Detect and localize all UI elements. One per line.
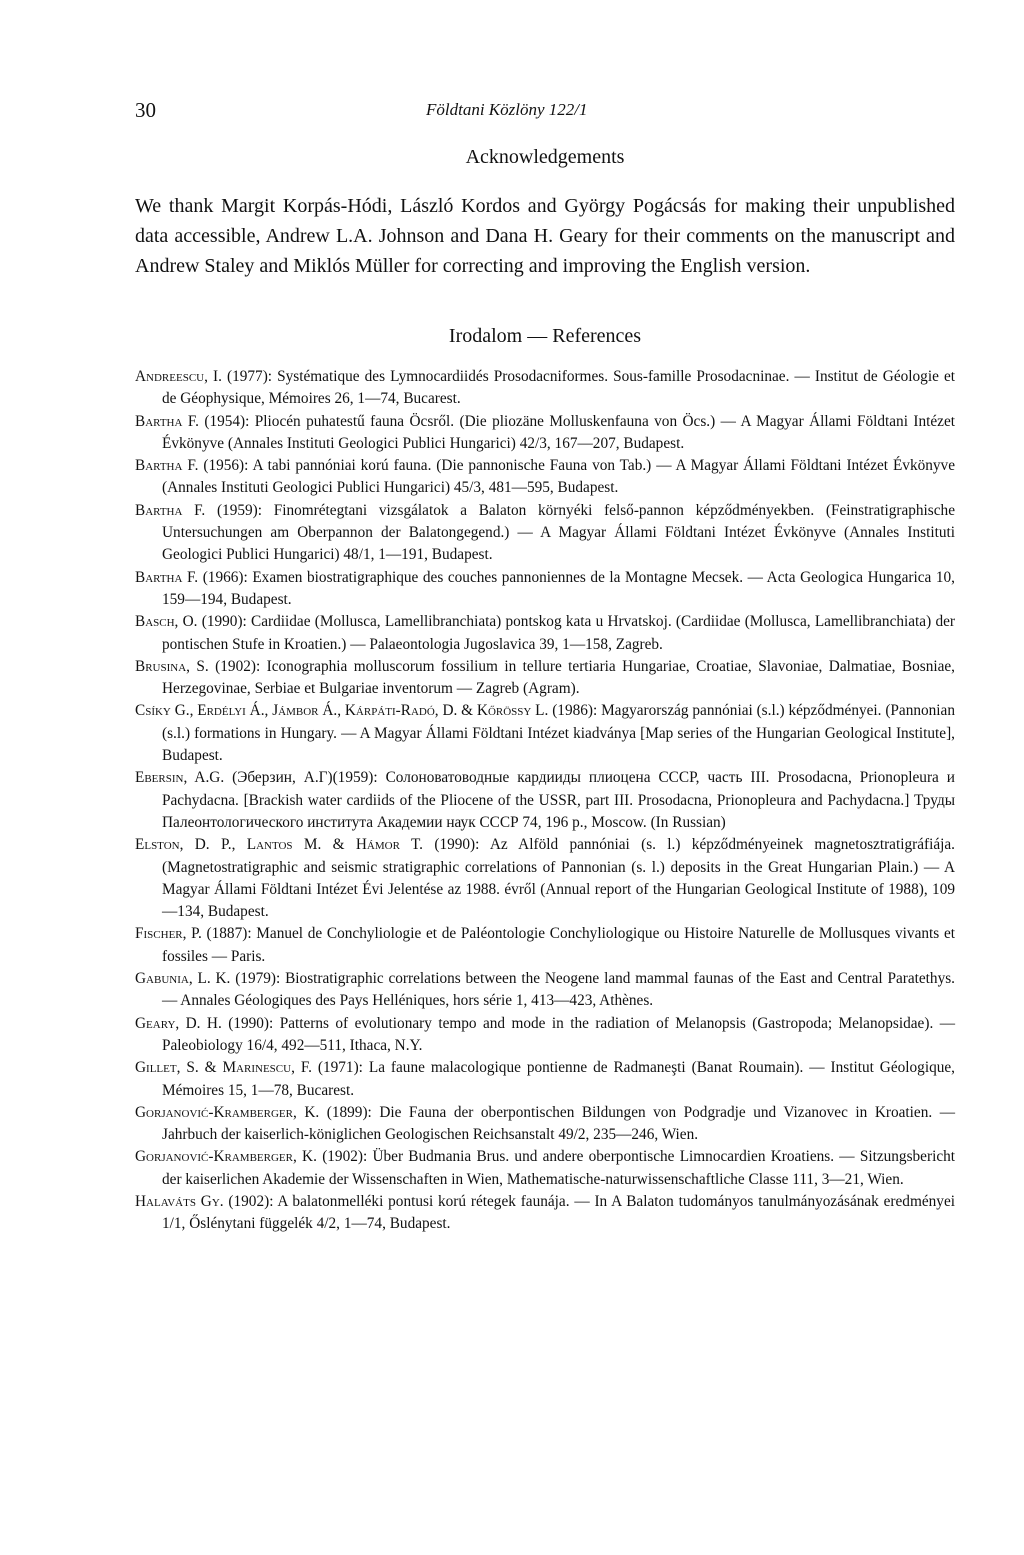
reference-item [135,455,955,500]
reference-author: Andreescu, I. [135,368,222,385]
references-heading: Irodalom — References [448,325,642,347]
reference-item [135,411,955,456]
page [135,98,955,1236]
journal-title: Földtani Közlöny 122/1 [426,100,588,119]
reference-text: (1986): Magyarország pannóniai (s.l.) képződményei. (Pannonian (s.l.) formations in Hungary. — A Magyar Állami Földtani Intézet kiadványa [Map series of the Hungarian Geological Institute], Budapest. [162,702,955,765]
reference-item [135,1057,955,1102]
reference-item [135,611,955,656]
reference-text: (1990): Cardiidae (Mollusca, Lamellibranchiata) pontskog kata u Hrvatskoj. (Cardiidae (Mollusca, Lamellibranchiata) der pontischen Stufe in Kroatien.) — Palaeontologia Jugoslavica 39, 1—158, Zagreb. [162,613,955,653]
reference-list [135,366,955,1236]
reference-item [135,834,955,923]
reference-author: Halaváts Gy. [135,1192,224,1210]
reference-text: (1959): Finomrétegtani vizsgálatok a Balaton környéki felső-pannon képződményekben. (Feinstratigraphische Untersuchungen am Oberpannon der Balatongegend.) — A Magyar Állami Földtani Intézet Évkönyve (Annales Instituti Geologici Publici Hungarici) 48/1, 1—191, Budapest. [162,501,955,564]
reference-author: Gorjanović-Kramberger, K. [135,1148,317,1166]
reference-item [135,923,955,968]
reference-item [135,656,955,701]
page-number: 30 [135,98,156,122]
reference-item [135,500,955,567]
reference-text: (1971): La faune malacologique pontienne de Radmaneşti (Banat Roumain). — Institut Géologique, Mémoires 15, 1—78, Bucarest. [162,1059,955,1099]
reference-text: (1966): Examen biostratigraphique des couches pannoniennes de la Montagne Mecsek. — Acta Geologica Hungarica 10, 159—194, Budapest. [162,568,955,608]
reference-text: (Эберзин, А.Г)(1959): Солоноватоводные кардииды плиоцена СССР, часть III. Prosodacna, Prionopleura и Pachydacna. [Brackish water cardiids of the Pliocene of the USSR, part III. Prosodacna, Prionopleura and Pachydacna.] Труды Палеонтологического института Академии наук СССР 74, 196 p., Moscow. (In Russian) [162,769,955,831]
reference-author: Fischer, P. [135,925,202,943]
reference-text: (1977): Systématique des Lymnocardiidés Prosodacniformes. Sous-famille Prosodacninae. — Institut de Géologie et de Géophysique, Mémoires 26, 1—74, Bucarest. [162,368,955,408]
acknowledgements-text: We thank Margit Korpás-Hódi, László Kordos and György Pogácsás for making their unpublished data accessible, Andrew L.A. Johnson and Dana H. Geary for their comments on the manuscript and Andrew Staley and Miklós Müller for correcting and improving the English version. [135,195,955,277]
reference-author: Bartha F. [135,412,199,430]
reference-text: (1902): Über Budmania Brus. und andere oberpontische Limnocardien Kroatiens. — Sitzungsbericht der kaiserlichen Akademie der Wissenschaften in Wien, Mathematische-naturwissenschaftliche Classe 111, 3—21, Wien. [162,1148,956,1188]
reference-item [135,700,955,767]
reference-item [135,1191,955,1236]
reference-author: Geary, D. H. [135,1014,222,1032]
reference-text: (1902): A balatonmelléki pontusi korú rétegek faunája. — In A Balaton tudományos tanulmányozásának eredményei 1/1, Őslénytani függelék 4/2, 1—74, Budapest. [162,1192,955,1233]
reference-item [135,767,955,834]
reference-author: Gabunia, L. K. [135,970,231,988]
reference-item [135,1146,955,1191]
reference-author: Bartha F. [135,501,206,519]
reference-author: Csíky G., Erdélyi Á., Jámbor Á., Kárpáti-Radó, D. & Kőrössy L. [135,702,549,720]
reference-author: Gillet, S. & Marinescu, F. [135,1059,312,1077]
reference-text: (1954): Pliocén puhatestű fauna Öcsről. (Die pliozäne Molluskenfauna von Öcs.) — A Magyar Állami Földtani Intézet Évkönyve (Annales Instituti Geologici Publici Hungarici) 42/3, 167—207, Budapest. [162,412,955,452]
reference-text: (1902): Iconographia molluscorum fossilium in tellure tertiaria Hungariae, Croatiae, Slavoniae, Dalmatiae, Bosniae, Herzegovinae, Serbiae et Bulgariae inventorum — Zagreb (Agram). [162,657,955,698]
acknowledgements-heading: Acknowledgements [465,146,625,168]
reference-item [135,366,955,411]
reference-author: Gorjanović-Kramberger, K. [135,1103,320,1121]
reference-text: (1887): Manuel de Conchyliologie et de Paléontologie Conchyliologique ou Histoire Naturelle de Mollusques vivants et fossiles — Paris. [162,925,955,965]
reference-author: Bartha F. [135,457,199,475]
reference-text: (1990): Az Alföld pannóniai (s. l.) képződményeinek magnetosztratigráfiája. (Magnetostratigraphic and seismic stratigraphic correlations of Pannonian (s. l.) deposits in the Great Hungarian Plain.) — A Magyar Állami Földtani Intézet Évi Jelentése az 1988. évről (Annual report of the Hungarian Geological Institute of 1988), 109—134, Budapest. [162,836,955,921]
reference-item [135,1102,955,1147]
reference-author: Bartha F. [135,568,199,586]
reference-author: Brusina, S. [135,657,209,675]
reference-item [135,567,955,612]
reference-text: (1956): A tabi pannóniai korú fauna. (Die pannonische Fauna von Tab.) — A Magyar Állami Földtani Intézet Évkönyve (Annales Instituti Geologici Publici Hungarici) 45/3, 481—595, Budapest. [162,457,955,497]
reference-author: Elston, D. P., Lantos M. & Hámor T. [135,836,424,854]
reference-author: Ebersin, A.G. [135,769,225,787]
reference-author: Basch, O. [135,613,198,631]
reference-text: (1979): Biostratigraphic correlations between the Neogene land mammal faunas of the East and Central Paratethys. — Annales Géologiques des Pays Helléniques, hors série 1, 413—423, Athènes. [162,970,955,1010]
reference-text: (1899): Die Fauna der oberpontischen Bildungen von Podgradje und Vizanovec in Kroatien. — Jahrbuch der kaiserlich-königlichen Geologischen Reichsanstalt 49/2, 235—246, Wien. [162,1103,956,1144]
reference-item [135,1013,955,1058]
reference-item [135,968,955,1013]
running-head [135,98,955,124]
reference-text: (1990): Patterns of evolutionary tempo and mode in the radiation of Melanopsis (Gastropoda; Melanopsidae). — Paleobiology 16/4, 492—511, Ithaca, N.Y. [162,1014,955,1054]
